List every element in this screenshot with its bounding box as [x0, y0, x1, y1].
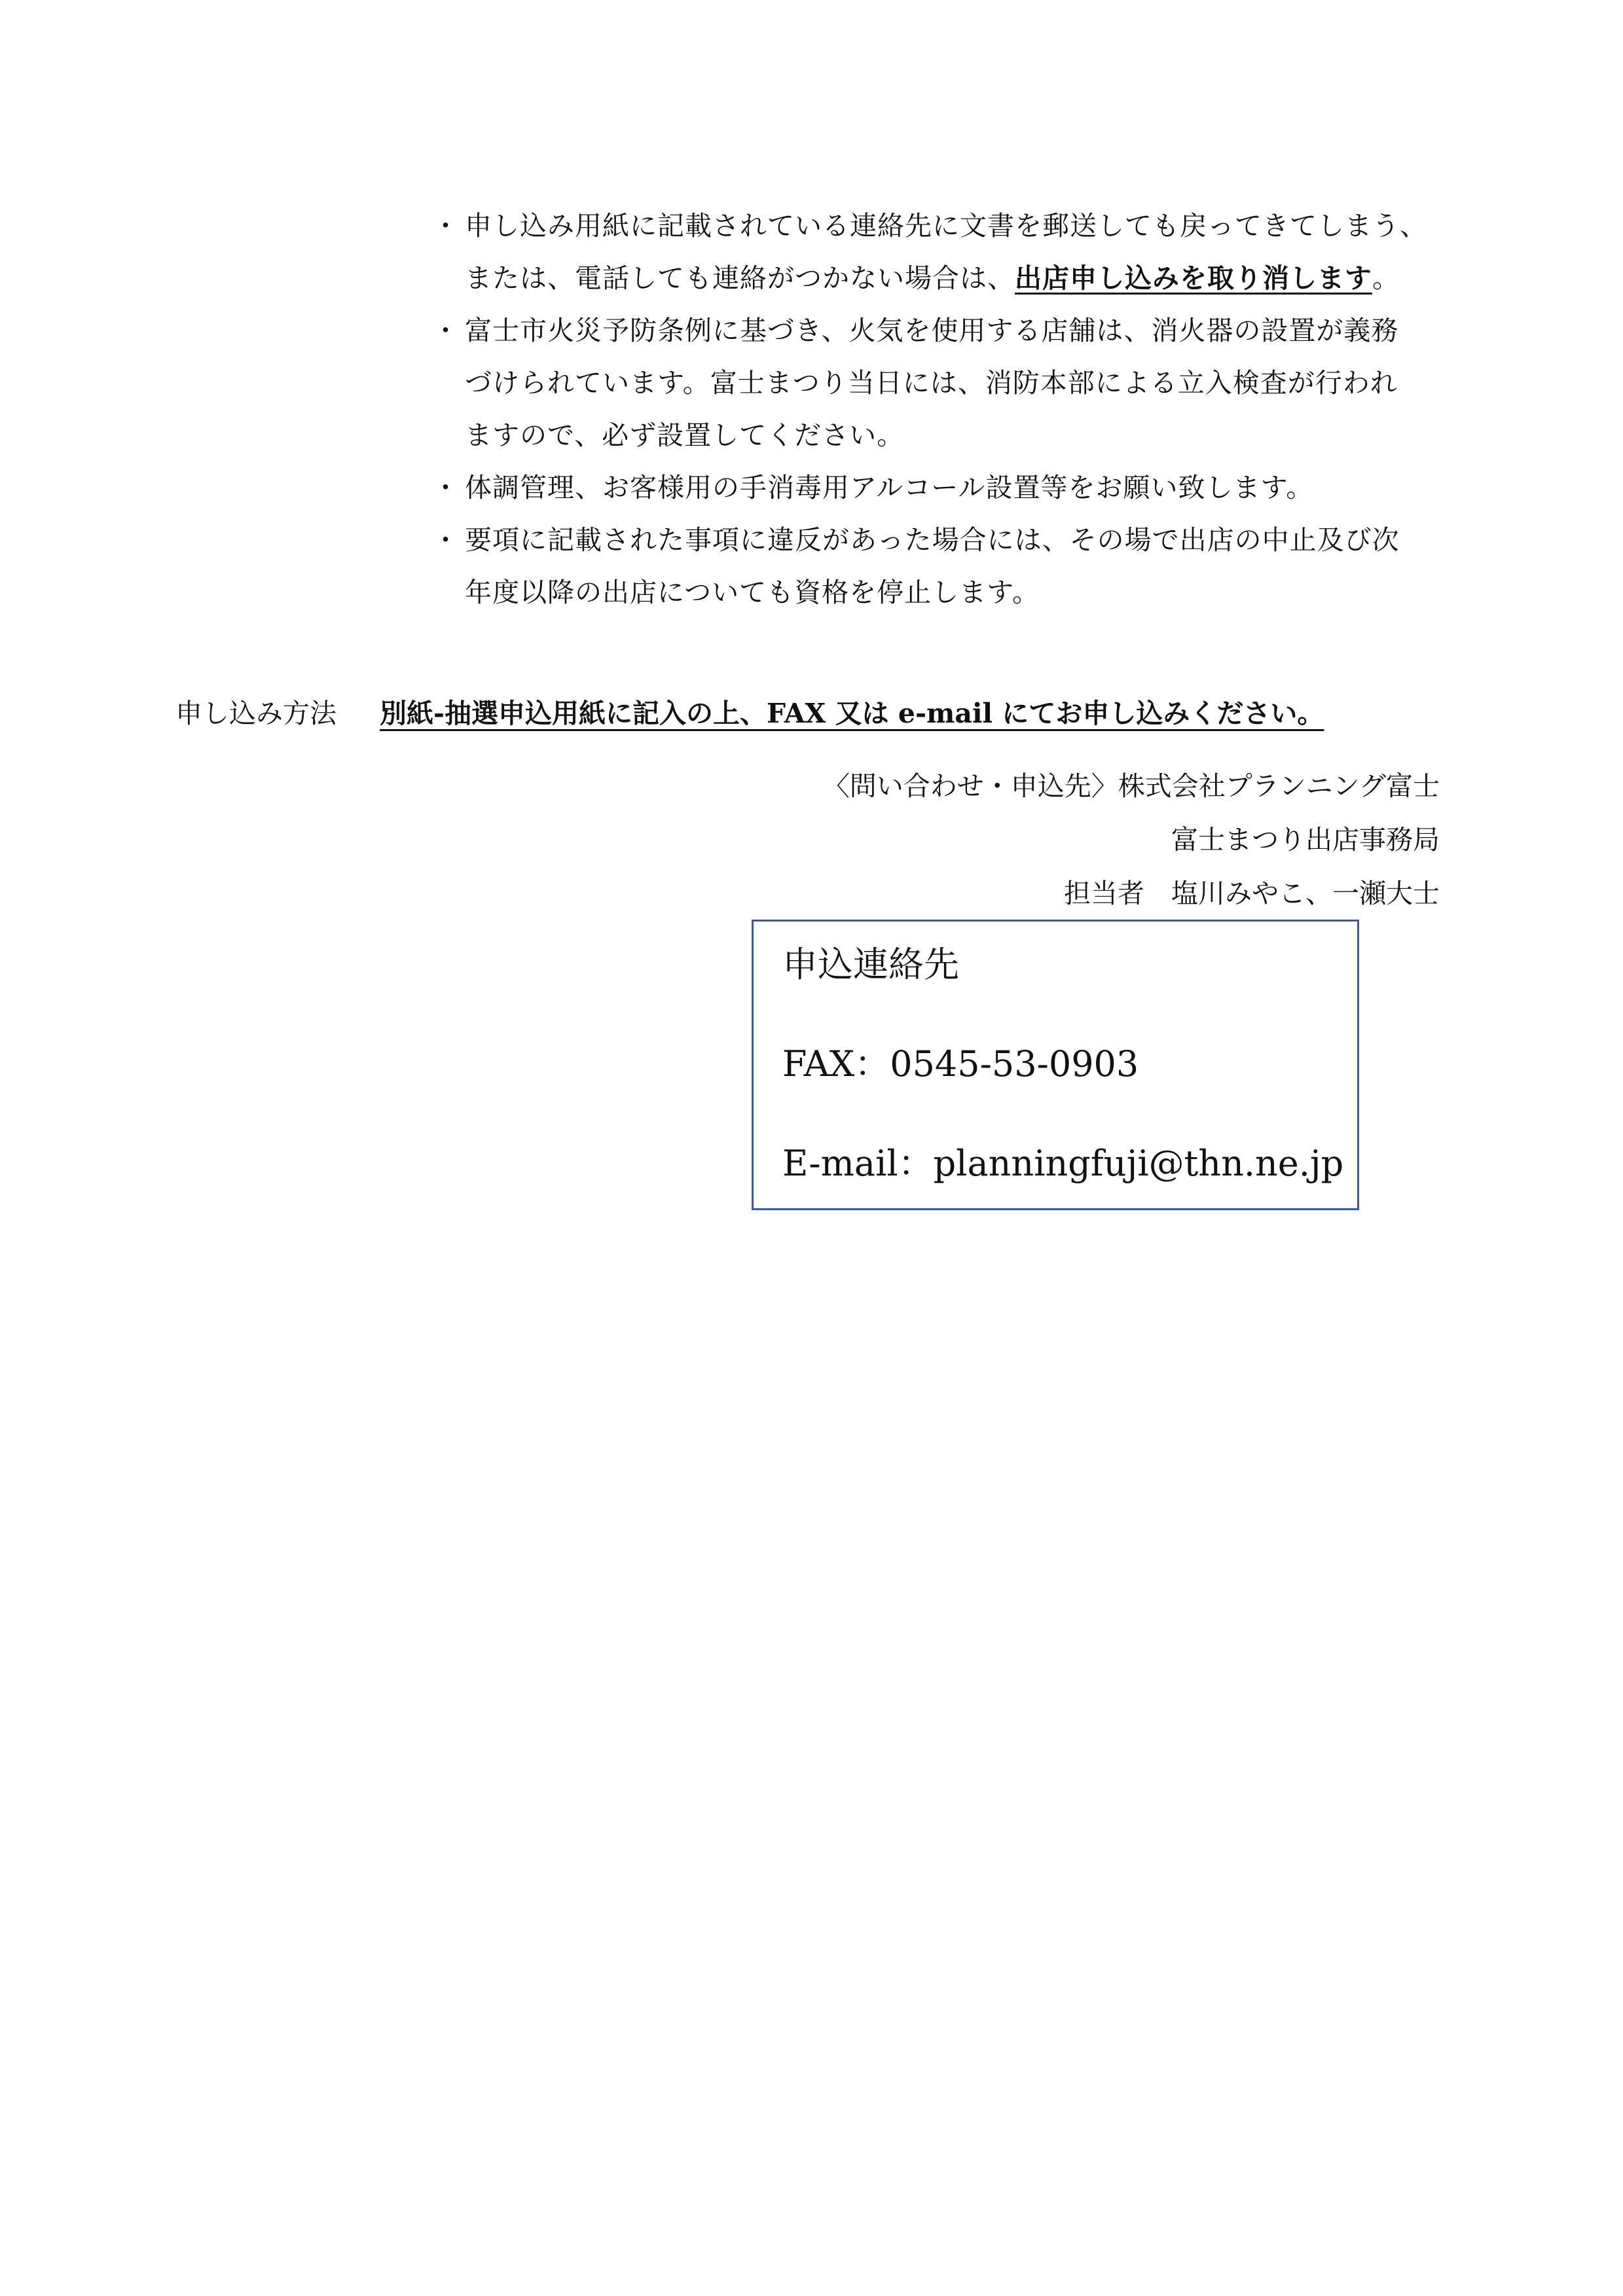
note-item [432, 304, 1453, 461]
notes-list [432, 200, 1453, 619]
note-text: 体調管理、お客様用の手消毒用アルコール設置等をお願い致します。 [465, 472, 1314, 503]
note-line [465, 514, 1453, 566]
contact-organization: 〈問い合わせ・申込先〉株式会社プランニング富士 [822, 770, 1440, 802]
note-emphasis: 出店申し込みを取り消します [1015, 262, 1372, 294]
contact-box-title: 申込連絡先 [782, 944, 959, 985]
note-bullet: ・ [432, 524, 460, 556]
contact-info [823, 759, 1440, 920]
note-line [465, 566, 1453, 619]
note-line [465, 252, 1453, 304]
contact-office: 富士まつり出店事務局 [1171, 824, 1440, 855]
note-item [432, 200, 1453, 304]
note-bullet: ・ [432, 210, 460, 242]
note-bullet: ・ [432, 472, 460, 503]
note-text: 年度以降の出店についても資格を停止します。 [465, 577, 1040, 608]
note-item [432, 461, 1453, 514]
note-text: 富士市火災予防条例に基づき、火気を使用する店舗は、消火器の設置が義務 [465, 315, 1399, 346]
note-line [465, 357, 1453, 409]
note-text: 。 [1372, 262, 1400, 294]
note-text: 申し込み用紙に記載されている連絡先に文書を郵送しても戻ってきてしまう、 [465, 210, 1427, 242]
note-bullet: ・ [432, 315, 460, 346]
note-line [465, 200, 1453, 252]
note-text: づけられています。富士まつり当日には、消防本部による立入検査が行われ [465, 367, 1398, 399]
application-method [175, 687, 1338, 740]
contact-box [752, 920, 1359, 1210]
note-line [465, 409, 1453, 461]
note-item [432, 514, 1453, 619]
note-line [465, 304, 1453, 357]
fax-number: FAX：0545-53-0903 [782, 1043, 1139, 1085]
application-method-text: 別紙-抽選申込用紙に記入の上、FAX 又は e-mail にてお申し込みください。 [380, 698, 1324, 729]
note-text: 要項に記載された事項に違反があった場合には、その場で出店の中止及び次 [465, 524, 1400, 556]
application-method-label: 申し込み方法 [175, 698, 337, 729]
note-line [465, 461, 1453, 514]
note-text: ますので、必ず設置してください。 [465, 420, 905, 451]
contact-persons: 担当者 塩川みやこ、一瀬大士 [1064, 878, 1440, 909]
note-text: または、電話しても連絡がつかない場合は、 [465, 262, 1015, 294]
email-address: E-mail：planningfuji@thn.ne.jp [782, 1143, 1344, 1184]
